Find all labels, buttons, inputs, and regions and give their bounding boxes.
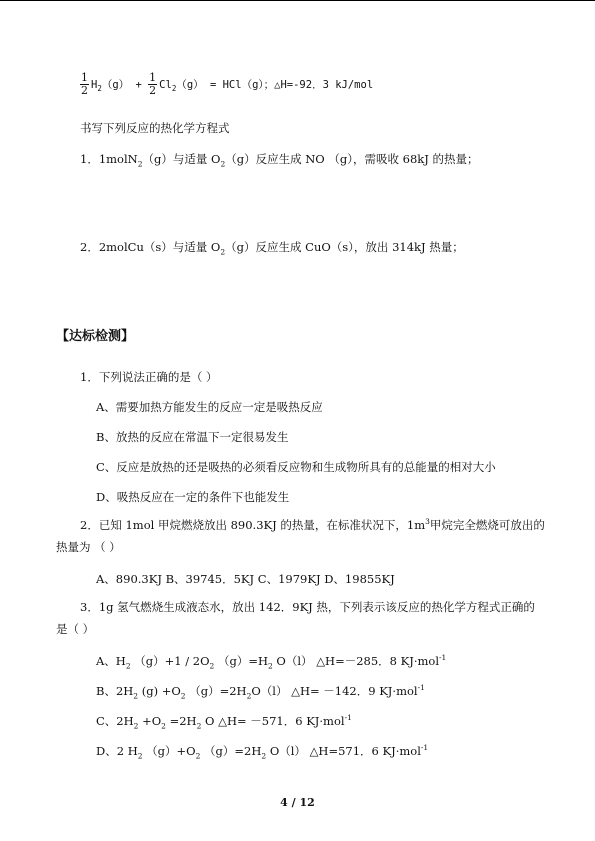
- q3-option-c: C、$2H_2 +O_2 =2H_2$ O △H= －571．6 KJ·mol$^{-1}$: [96, 713, 352, 731]
- q1-option-a: A、需要加热方能发生的反应一定是吸热反应: [96, 400, 323, 414]
- q1-option-d: D、吸热反应在一定的条件下也能发生: [96, 490, 290, 504]
- intro-equation: $\frac{1}{2}$ $H_2(g)$ + $\frac{1}{2}$ $Cl_2(g) = HCl(g)$；△H=-92．3 kJ/mol: [81, 71, 374, 97]
- task-item-2: 2．2molCu（s）与适量 $O_2(g)$反应生成 CuO（s），放出 314kJ 热量；: [80, 240, 464, 257]
- q3-option-d: D、2 $H_2$ $(g)+O_2$ $(g)=2H_2$ O（l） △H=571．6 KJ·mol$^{-1}$: [96, 743, 429, 761]
- question-2-stem-line2: 热量为 （ ）: [56, 540, 121, 554]
- question-3-stem: 3．1g 氢气燃烧生成液态水，放出 142．9KJ 热，下列表示该反应的热化学方程式正确的: [80, 600, 535, 614]
- task-item-1: 1．1molN$_2$（g）与适量 $O_2(g)$反应生成 NO （g），需吸收 68kJ 的热量；: [80, 152, 479, 169]
- section-title: 【达标检测】: [56, 329, 135, 344]
- task-title: 书写下列反应的热化学方程式: [80, 121, 230, 135]
- question-2-options: A、890.3KJ B、39745．5KJ C、1979KJ D、19855KJ: [96, 572, 395, 586]
- page-number: 4 / 12: [280, 796, 315, 809]
- q3-option-a: A、$H_2$ $(g)+1 / 2O_2$ $(g)=H_2$ O（l） △H=－285．8 KJ·mol$^{-1}$: [96, 653, 447, 671]
- q1-option-c: C、反应是放热的还是吸热的必须看反应物和生成物所具有的总能量的相对大小: [96, 460, 496, 474]
- question-1-stem: 1．下列说法正确的是（ ）: [80, 370, 218, 384]
- q1-option-b: B、放热的反应在常温下一定很易发生: [96, 430, 289, 444]
- question-3-stem-line2: 是（ ）: [56, 622, 95, 636]
- header-rule: [0, 0, 595, 1]
- question-2-stem: 2．已知 1mol 甲烷燃烧放出 890.3KJ 的热量，在标准状况下，$1m^3$甲烷完全燃烧可放出的: [80, 517, 545, 532]
- fraction-half-1: $\frac{1}{2}$: [81, 71, 88, 97]
- q3-option-b: B、$2H_2$ $(g) +O_2$ $(g)=2H_2O(l)$ △H= －142．9 KJ·mol$^{-1}$: [96, 683, 425, 701]
- fraction-half-2: $\frac{1}{2}$: [149, 71, 157, 97]
